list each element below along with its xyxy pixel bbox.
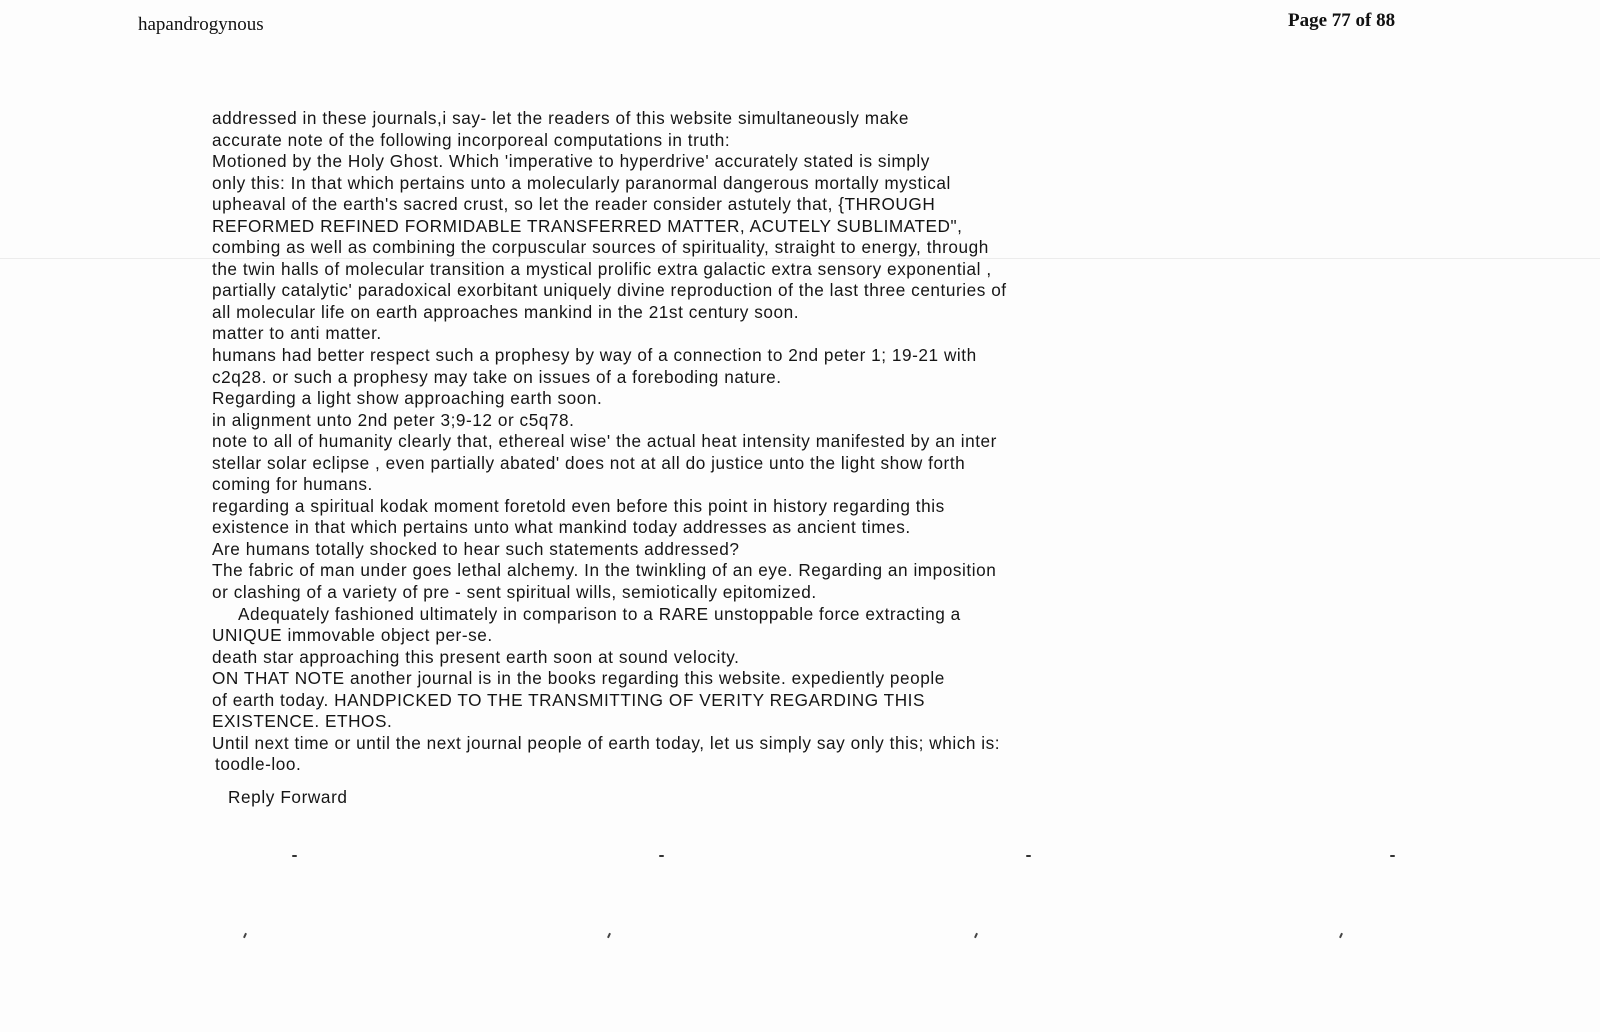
body-line: only this: In that which pertains unto a molecularly paranormal dangerous mortally mystical (212, 172, 951, 193)
body-line: Until next time or until the next journal people of earth today, let us simply say only this; which is: (212, 732, 1001, 753)
body-line: note to all of humanity clearly that, ethereal wise' the actual heat intensity manifested by an inter (212, 431, 997, 452)
body-line: Are humans totally shocked to hear such statements addressed? (212, 538, 740, 559)
page-indicator: Page 77 of 88 (1288, 10, 1396, 31)
scan-speck (974, 933, 978, 938)
scan-speck (1026, 855, 1031, 857)
body-line: all molecular life on earth approaches mankind in the 21st century soon. (212, 301, 800, 322)
journal-body (212, 108, 1472, 776)
scan-speck (607, 933, 611, 938)
body-line: partially catalytic' paradoxical exorbitant uniquely divine reproduction of the last three centuries of (212, 280, 1007, 301)
header-site-name: hapandrogynous (138, 14, 264, 35)
body-line: combing as well as combining the corpuscular sources of spirituality, straight to energy, through (212, 237, 989, 258)
body-line: regarding a spiritual kodak moment foretold even before this point in history regarding this (212, 495, 945, 516)
body-line: toodle-loo. (215, 754, 302, 775)
scan-speck (1390, 855, 1395, 857)
body-line: death star approaching this present earth soon at sound velocity. (212, 646, 740, 667)
scan-speck (659, 855, 664, 857)
body-line: in alignment unto 2nd peter 3;9-12 or c5q78. (212, 409, 575, 430)
body-line: of earth today. HANDPICKED TO THE TRANSMITTING OF VERITY REGARDING THIS (212, 689, 926, 710)
body-line: c2q28. or such a prophesy may take on issues of a foreboding nature. (212, 366, 782, 387)
body-line: The fabric of man under goes lethal alchemy. In the twinkling of an eye. Regarding an imposition (212, 560, 997, 581)
reply-forward-text: Reply Forward (228, 787, 348, 807)
body-line: upheaval of the earth's sacred crust, so let the reader consider astutely that, {THROUGH (212, 194, 936, 215)
body-line: existence in that which pertains unto what mankind today addresses as ancient times. (212, 517, 911, 538)
body-line: Regarding a light show approaching earth soon. (212, 388, 603, 409)
body-line: EXISTENCE. ETHOS. (212, 711, 393, 732)
body-line: or clashing of a variety of pre - sent spiritual wills, semiotically epitomized. (212, 582, 817, 603)
scan-speck (243, 933, 247, 938)
scan-speck (1339, 933, 1343, 938)
body-line: Motioned by the Holy Ghost. Which 'imperative to hyperdrive' accurately stated is simply (212, 151, 930, 172)
body-line: ON THAT NOTE another journal is in the books regarding this website. expediently people (212, 668, 945, 689)
body-line: addressed in these journals,i say- let the readers of this website simultaneously make (212, 108, 909, 128)
body-line: Adequately fashioned ultimately in comparison to a RARE unstoppable force extracting a (238, 603, 961, 624)
body-line: REFORMED REFINED FORMIDABLE TRANSFERRED MATTER, ACUTELY SUBLIMATED", (212, 215, 963, 236)
body-line: coming for humans. (212, 474, 373, 495)
body-line: accurate note of the following incorporeal computations in truth: (212, 129, 731, 150)
body-line: the twin halls of molecular transition a mystical prolific extra galactic extra sensory exponential , (212, 258, 992, 279)
body-line: stellar solar eclipse , even partially abated' does not at all do justice unto the light show forth (212, 452, 966, 473)
body-line: UNIQUE immovable object per-se. (212, 625, 493, 646)
body-line: humans had better respect such a prophesy by way of a connection to 2nd peter 1; 19-21 with (212, 345, 977, 366)
body-line: matter to anti matter. (212, 323, 382, 344)
scan-speck (292, 855, 297, 857)
